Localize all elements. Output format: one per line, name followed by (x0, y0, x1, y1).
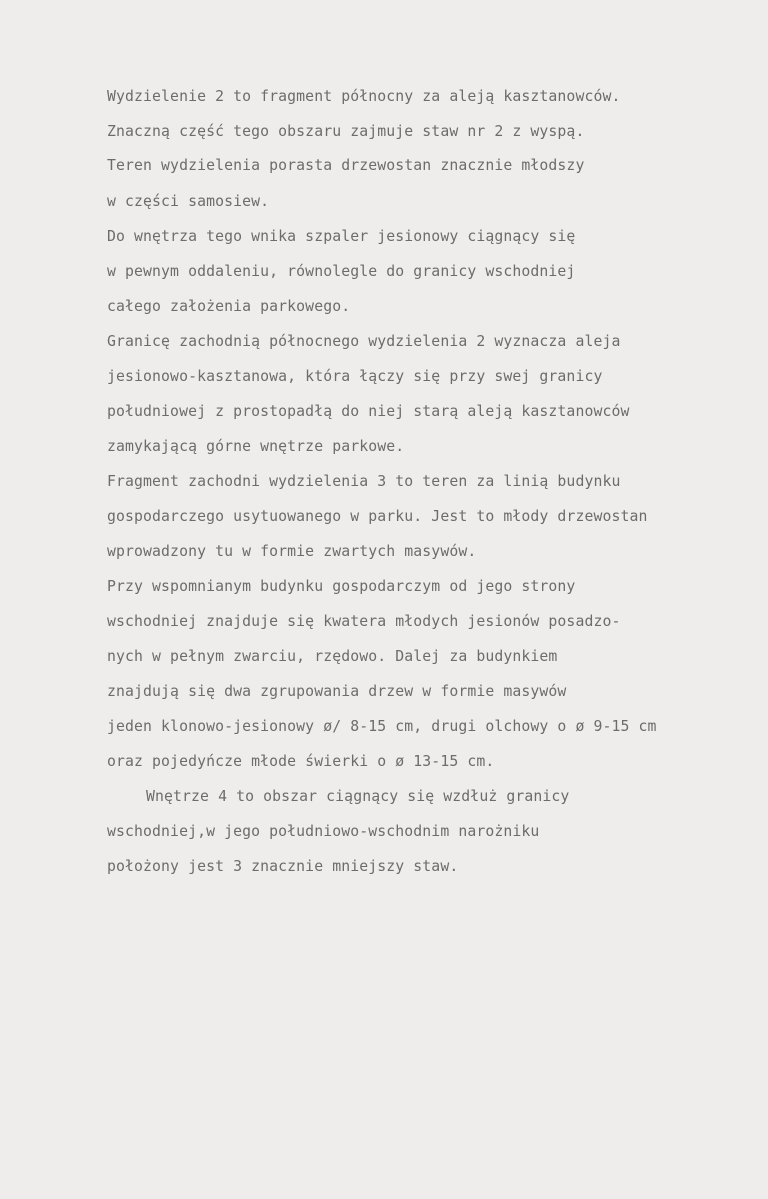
text-line: gospodarczego usytuowanego w parku. Jest to młody drzewostan (107, 508, 648, 525)
text-line: południowej z prostopadłą do niej starą aleją kasztanowców (107, 403, 630, 420)
text-line: w pewnym oddaleniu, równolegle do granicy wschodniej (107, 263, 576, 280)
text-line: całego założenia parkowego. (107, 298, 351, 315)
text-line: jeden klonowo-jesionowy ø/ 8-15 cm, drugi olchowy o ø 9-15 cm (107, 718, 657, 735)
text-line: znajdują się dwa zgrupowania drzew w formie masywów (107, 683, 567, 700)
text-line: Przy wspomnianym budynku gospodarczym od jego strony (107, 578, 576, 595)
text-line: wschodniej,w jego południowo-wschodnim narożniku (107, 823, 540, 840)
text-line: wschodniej znajduje się kwatera młodych jesionów posadzo- (107, 613, 621, 630)
text-line: Wnętrze 4 to obszar ciągnący się wzdłuż granicy (146, 788, 570, 805)
text-line: Do wnętrza tego wnika szpaler jesionowy ciągnący się (107, 228, 576, 245)
text-line: zamykającą górne wnętrze parkowe. (107, 438, 405, 455)
text-line: w części samosiew. (107, 193, 270, 210)
text-line: oraz pojedyńcze młode świerki o ø 13-15 cm. (107, 753, 495, 770)
text-line: Fragment zachodni wydzielenia 3 to teren za linią budynku (107, 473, 621, 490)
text-line: wprowadzony tu w formie zwartych masywów. (107, 543, 477, 560)
text-line: Teren wydzielenia porasta drzewostan znacznie młodszy (107, 157, 585, 174)
text-line: położony jest 3 znacznie mniejszy staw. (107, 858, 459, 875)
text-line: Wydzielenie 2 to fragment północny za aleją kasztanowców. (107, 88, 621, 105)
text-line: jesionowo-kasztanowa, która łączy się przy swej granicy (107, 368, 603, 385)
text-line: Znaczną część tego obszaru zajmuje staw nr 2 z wyspą. (107, 123, 585, 140)
text-line: nych w pełnym zwarciu, rzędowo. Dalej za budynkiem (107, 648, 558, 665)
text-line: Granicę zachodnią północnego wydzielenia 2 wyznacza aleja (107, 333, 621, 350)
